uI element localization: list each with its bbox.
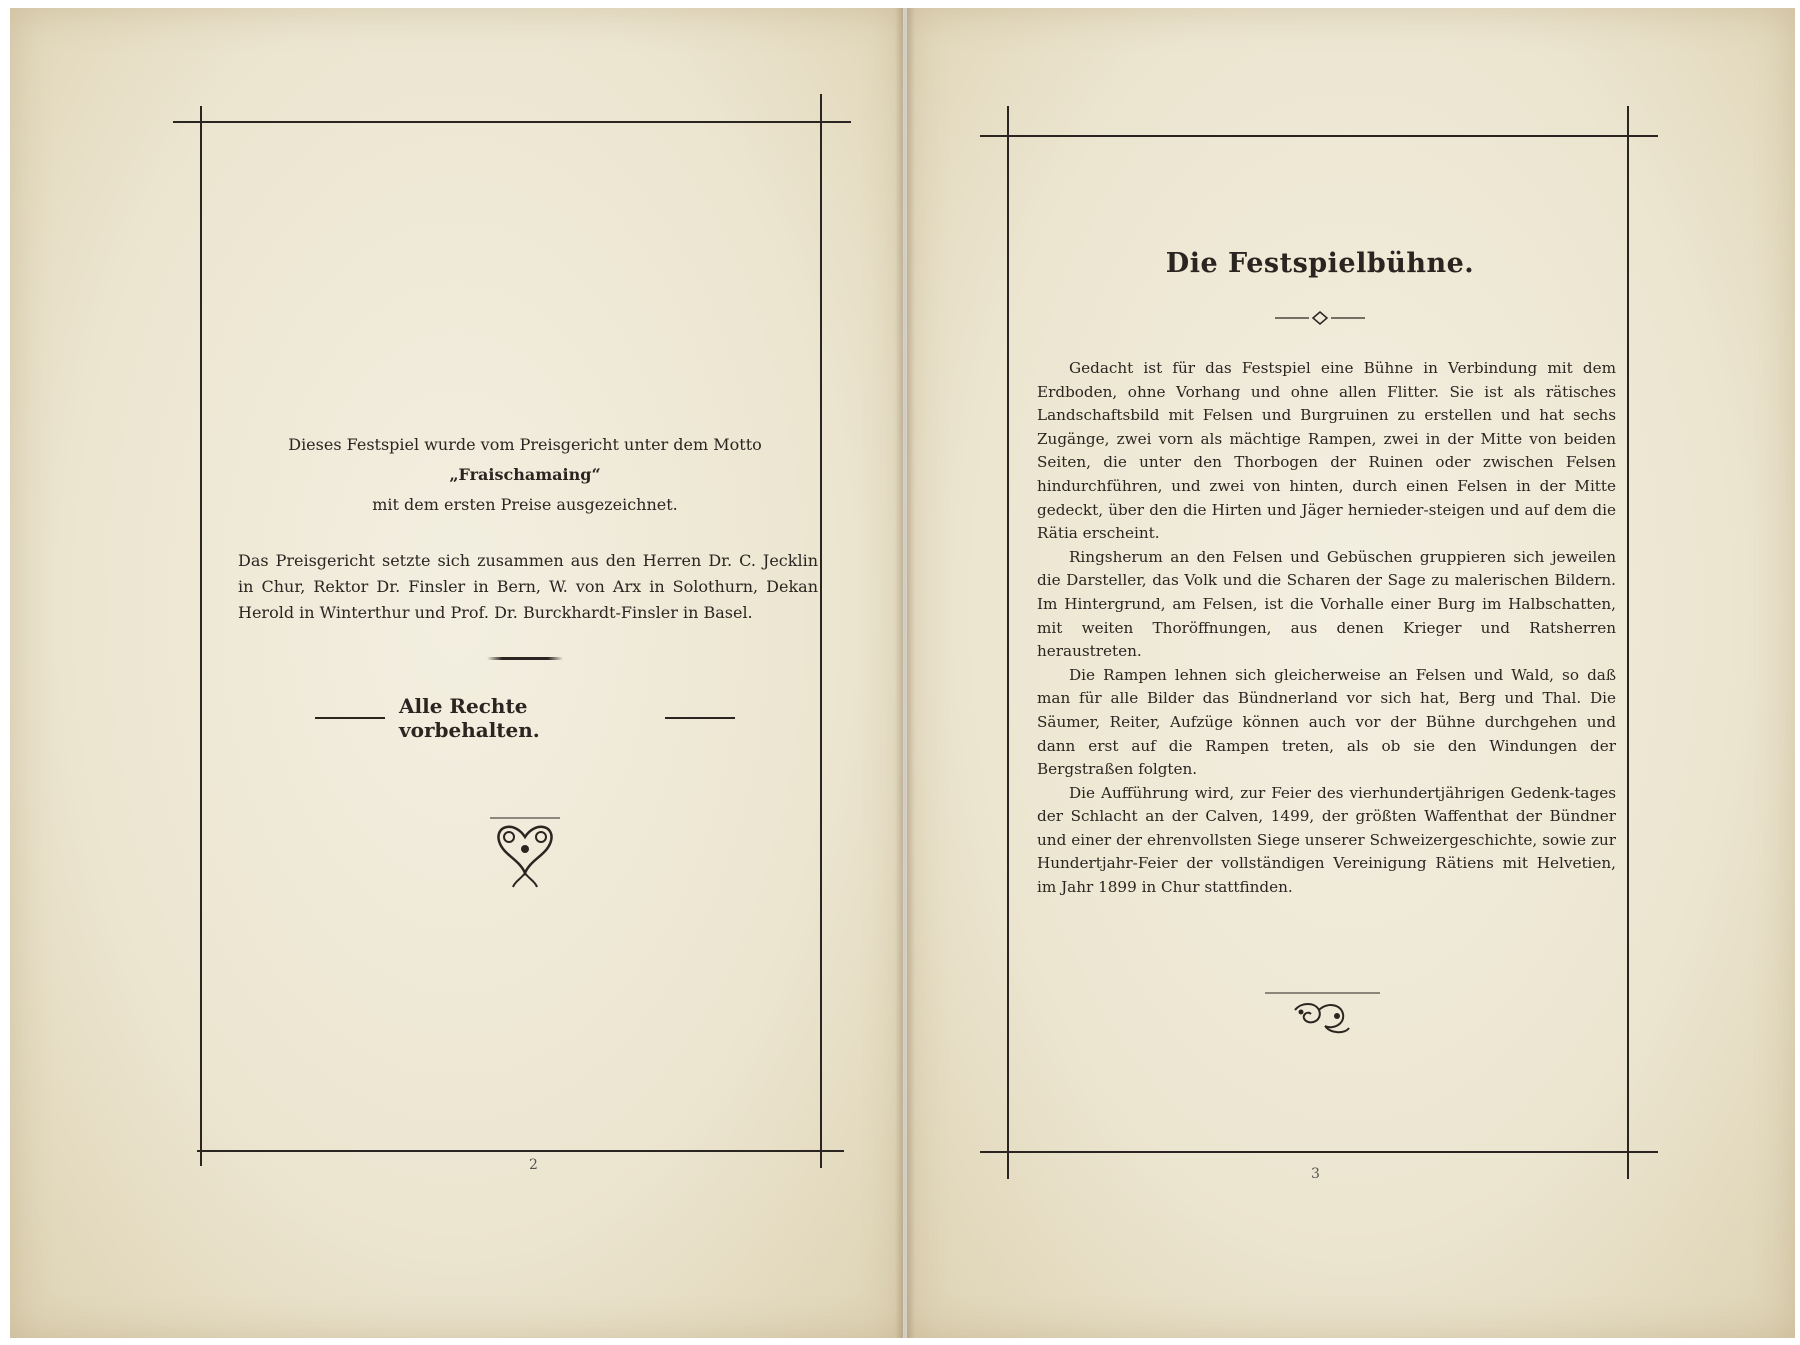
left-dash — [315, 717, 385, 719]
right-dash — [665, 717, 735, 719]
paragraph-stage-description: Gedacht ist für das Festspiel eine Bühne in Verbindung mit dem Erdboden, ohne Vorhang und ohne allen Flitter. Sie ist als rätisches Landschaftsbild mit Felsen und Burgruinen zu erstellen und hat sechs Zugänge, zwei vorn als mächtige Rampen, zwei in der Mitte von beiden Seiten, die unter den Thorbogen der Ruinen oder zwischen Felsen hindurchführen, und zwei von hinten, durch einen Felsen in der Mitte gedeckt, über den die Hirten und Jäger hernieder-steigen und auf dem die Rätia erscheint. — [1037, 359, 1616, 543]
left-frame-left-rule — [200, 106, 202, 1166]
page-title: Die Festspielbühne. — [1165, 248, 1475, 279]
rights-notice — [315, 694, 735, 742]
paragraph-performance: Die Aufführung wird, zur Feier des vierhundertjährigen Gedenk-tages der Schlacht an der Calven, 1499, der größten Waffenthat der Bündner und einer der ehrenvollsten Siege unserer Schweizergeschichte, sowie zur Hundertjahr-Feier der vollständigen Vereinigung Rätiens mit Helvetien, im Jahr 1899 in Chur stattfinden. — [1037, 783, 1616, 897]
motto-intro: Dieses Festspiel wurde vom Preisgericht unter dem Motto — [288, 435, 762, 454]
jury-paragraph: Das Preisgericht setzte sich zusammen aus den Herren Dr. C. Jecklin in Chur, Rektor Dr. Finsler in Bern, W. von Arx in Solothurn, Dekan Herold in Winterthur und Prof. Dr. Burckhardt-Finsler in Basel. — [238, 551, 818, 622]
right-frame-left-rule — [1007, 106, 1009, 1179]
book-gutter — [895, 8, 915, 1338]
paragraph-ramps: Die Rampen lehnen sich gleicherweise an Felsen und Wald, so daß man für alle Bilder das Bündnerland vor sich hat, Berg und Thal. Die Säumer, Reiter, Aufzüge können auch vor der Bühne durchgehen und dann erst auf die Rampen treten, als ob sie den Windungen der Bergstraßen folgten. — [1037, 665, 1616, 779]
left-frame-bottom-rule — [197, 1150, 844, 1152]
right-frame-bottom-rule — [980, 1151, 1658, 1153]
right-frame-top-rule — [980, 135, 1658, 137]
rights-text: Alle Rechte vorbehalten. — [399, 694, 540, 742]
title-ornament-icon — [1275, 306, 1365, 330]
right-page-number: 3 — [1311, 1166, 1320, 1182]
motto-block — [230, 430, 820, 520]
paragraph-performers: Ringsherum an den Felsen und Gebüschen gruppieren sich jeweilen die Darsteller, das Volk und die Scharen der Sage zu malerischen Bildern. Im Hintergrund, am Felsen, ist die Vorhalle einer Burg im Halbschatten, mit weiten Thoröffnungen, aus denen Krieger und Ratsherren heraustreten. — [1037, 547, 1616, 661]
heart-ornament-icon — [485, 815, 565, 895]
divider-rule — [487, 657, 563, 660]
right-frame-right-rule — [1627, 106, 1629, 1179]
motto-award: mit dem ersten Preise ausgezeichnet. — [372, 495, 678, 514]
scroll-ornament-icon — [1265, 990, 1380, 1040]
left-page-number: 2 — [529, 1157, 538, 1173]
body-text — [1037, 357, 1616, 900]
motto-name: „Fraischamaing“ — [449, 465, 601, 484]
left-frame-top-rule — [173, 121, 851, 123]
left-frame-right-rule — [820, 94, 822, 1168]
left-page — [10, 8, 903, 1338]
